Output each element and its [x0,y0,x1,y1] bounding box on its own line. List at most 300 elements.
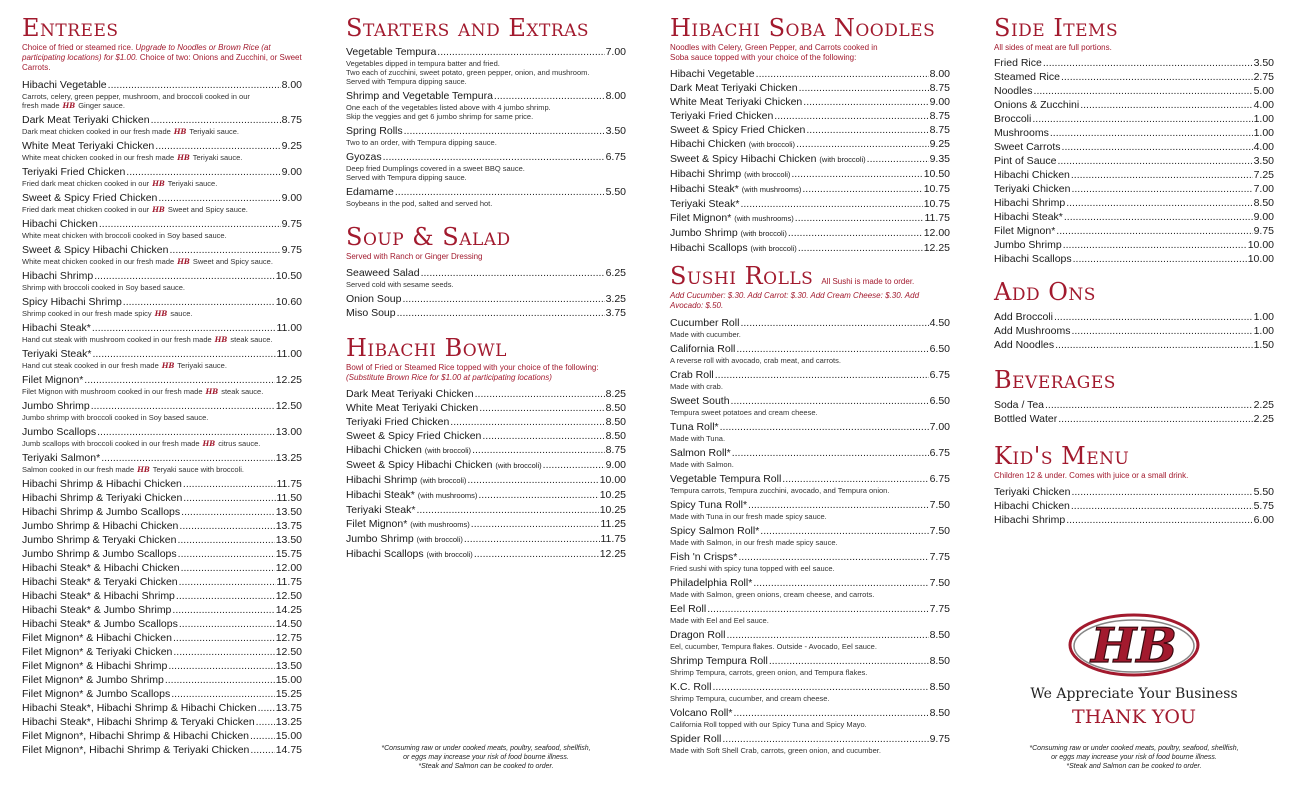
menu-item-name [994,338,1054,352]
menu-item-row [22,603,302,617]
menu-item-price: 8.50 [929,655,950,667]
menu-item-name [994,154,1056,168]
menu-item-name [670,654,768,668]
menu-item-description-line: Tempura carrots, Tempura zucchini, avocado, and Tempura onion. [670,486,890,495]
menu-item-description [22,92,302,110]
menu-item-name [670,197,739,211]
menu-item-name-text: Hibachi Shrimp & Hibachi Chicken [22,478,182,490]
menu-item-row [22,347,302,361]
menu-item-description [670,668,950,677]
menu-item-name [22,321,91,335]
menu-item-name-text: Filet Mignon*, Hibachi Shrimp & Teriyaki Chicken [22,744,250,756]
dot-leader [788,226,923,240]
menu-item-note: (with mushrooms) [410,520,470,529]
menu-item-name-text: Filet Mignon* [994,225,1056,237]
menu-item-price: 15.25 [275,688,302,700]
menu-item-name [22,373,83,387]
menu-item-description-line: Jumb scallops with broccoli cooked in our fresh made HB citrus sauce. [22,439,261,448]
menu-item-price: 10.00 [599,474,626,486]
section-title-starters: Starters and Extras [346,14,590,42]
dot-leader [467,473,598,487]
menu-item-row [994,252,1274,266]
menu-item-name-text: Sweet & Spicy Fried Chicken [670,124,806,136]
menu-item-row [670,368,950,382]
menu-item-row [994,224,1274,238]
dot-leader [479,401,604,415]
menu-item-price: 10.25 [599,504,626,516]
dot-leader [155,139,280,153]
column-soba-sushi [670,14,950,758]
starters-list [346,45,626,208]
dot-leader [176,589,275,603]
menu-item-name-text: Hibachi Steak* & Jumbo Shrimp [22,604,172,616]
sauce-logo-icon: HB [177,257,190,266]
menu-item-row [22,373,302,387]
menu-item-row [994,412,1274,426]
menu-item-description [670,746,950,755]
menu-item-name-text: Sweet & Spicy Fried Chicken [346,430,482,442]
menu-item-row [670,472,950,486]
dot-leader [1071,324,1252,338]
menu-item-name [346,387,474,401]
menu-item-name-text: Teriyaki Steak* [346,504,416,516]
menu-item-name [346,547,473,562]
menu-item-name-text: Pint of Sauce [994,155,1057,167]
menu-item-name-text: Hibachi Steak*, Hibachi Shrimp & Hibachi Chicken [22,702,257,714]
menu-item-note: (with broccoli) [424,446,472,455]
menu-item-name [670,550,737,564]
menu-item-name [670,137,795,152]
dot-leader [474,547,599,561]
menu-item-description [22,257,302,266]
menu-item-name-text: Dark Meat Teriyaki Chicken [22,114,150,126]
menu-item-name [994,485,1070,499]
menu-item-row [346,415,626,429]
menu-item-price: 8.75 [929,82,950,94]
menu-item-price: 2.25 [1253,399,1274,411]
menu-item-note: (with broccoli) [819,155,866,164]
menu-item-row [994,126,1274,140]
menu-item-name-text: Shrimp Tempura Roll [670,655,768,667]
menu-item-row [670,81,950,95]
menu-item-price: 8.00 [605,90,626,102]
menu-item-description-line: Served cold with sesame seeds. [346,280,454,289]
column-sides [994,14,1274,527]
menu-item-row [22,729,302,743]
menu-item-row [670,167,950,182]
menu-item-description-line: Carrots, celery, green pepper, mushroom, and broccoli cooked in our [22,92,250,101]
menu-item-name [22,533,176,547]
dot-leader [712,680,928,694]
menu-item-name [22,269,93,283]
menu-item-price: 9.00 [605,459,626,471]
menu-item-description [670,434,950,443]
menu-item-row [994,513,1274,527]
menu-item-price: 11.25 [600,518,626,530]
menu-item-name [994,412,1057,426]
dot-leader [99,217,281,231]
menu-item-name-text: Sweet South [670,395,730,407]
menu-item-row [22,617,302,631]
sauce-logo-icon: HB [152,205,165,214]
menu-item-name [22,451,100,465]
menu-item-price: 3.50 [1253,57,1274,69]
dot-leader [416,503,598,517]
dot-leader [165,673,275,687]
menu-item-note: (with broccoli) [416,535,463,544]
sauce-logo-icon: HB [62,101,76,110]
dot-leader [1045,398,1253,412]
bowl-description: Bowl of Fried or Steamed Rice topped with your choice of the following: (Substitute Brown Rice for $1.00 at participating locations) [346,363,599,382]
dot-leader [94,269,275,283]
menu-item-description-line: A reverse roll with avocado, crab meat, and carrots. [670,356,841,365]
menu-item-description-line: White meat chicken with broccoli cooked in Soy based sauce. [22,231,227,240]
dot-leader [782,472,928,486]
menu-item-name [22,491,182,505]
menu-item-description [670,408,950,417]
restaurant-logo [1068,610,1200,685]
menu-item-name-text: Tuna Roll* [670,421,719,433]
menu-item-name-text: Spider Roll [670,733,722,745]
menu-item-price: 12.75 [275,632,302,644]
soba-list [670,67,950,256]
section-title-soup-salad: Soup & Salad [346,223,511,251]
menu-item-description-line: Served with Tempura dipping sauce. [346,173,467,182]
dot-leader [1073,252,1247,266]
menu-item-description [22,283,302,292]
menu-item-description [670,616,950,625]
menu-item-price: 5.50 [1253,486,1274,498]
menu-item-name-text: Hibachi Scallops [994,253,1072,265]
menu-item-price: 11.75 [276,576,302,588]
menu-item-row [994,182,1274,196]
menu-item-name [346,185,394,199]
menu-item-name [22,603,171,617]
menu-item-row [670,241,950,256]
menu-item-note: (with broccoli) [744,170,791,179]
menu-item-price: 5.50 [605,186,626,198]
menu-item-price: 10.00 [1247,239,1274,251]
dot-leader [395,185,605,199]
menu-item-price: 7.50 [929,577,950,589]
dot-leader [1071,499,1253,513]
menu-item-row [670,152,950,167]
menu-item-row [670,602,950,616]
dot-leader [1043,56,1253,70]
menu-item-row [346,306,626,320]
addons-list [994,310,1274,352]
menu-item-price: 8.00 [929,68,950,80]
menu-item-name-text: Sweet & Spicy Hibachi Chicken [670,153,817,165]
dot-leader [799,81,929,95]
dot-leader [543,458,605,472]
menu-item-price: 6.75 [929,369,950,381]
menu-item-description [22,439,302,448]
menu-item-name [22,617,178,631]
sauce-logo-icon: HB [152,179,165,188]
menu-item-price: 12.25 [599,548,626,560]
dot-leader [1071,168,1253,182]
menu-item-row [670,109,950,123]
menu-item-price: 9.75 [1253,225,1274,237]
menu-item-name-text: White Meat Teriyaki Chicken [346,402,479,414]
menu-item-price: 10.60 [275,296,302,308]
menu-item-description [670,538,950,547]
dot-leader [1058,412,1252,426]
menu-item-price: 8.75 [605,444,626,456]
menu-item-description-line: Hand cut steak with mushroom cooked in our fresh made HB steak sauce. [22,335,273,344]
menu-item-row [22,425,302,439]
menu-item-row [994,499,1274,513]
menu-item-price: 6.75 [929,473,950,485]
menu-item-row [994,196,1274,210]
menu-item-name [994,513,1065,527]
menu-item-row [22,645,302,659]
section-title-entrees: Entrees [22,14,119,42]
dot-leader [173,631,275,645]
kids-description: Children 12 & under. Comes with juice or a small drink. [994,471,1189,480]
menu-item-name-text: Teriyaki Steak* [670,198,740,210]
dot-leader [798,241,923,255]
menu-item-description-line: Fried dark meat chicken cooked in our HB Sweet and Spicy sauce. [22,205,248,214]
dot-leader [769,654,929,668]
menu-item-description-line: Served with Tempura dipping sauce. [346,77,467,86]
menu-item-name [670,182,801,197]
menu-item-name [22,547,177,561]
menu-item-description-line: Made with Tuna. [670,434,726,443]
menu-item-price: 12.50 [275,400,302,412]
menu-item-price: 13.75 [275,702,302,714]
menu-item-name-text: Eel Roll [670,603,707,615]
menu-item-description-line: Shrimp Tempura, carrots, green onion, and Tempura flakes. [670,668,868,677]
menu-item-row [346,401,626,415]
menu-item-name [994,252,1072,266]
menu-item-price: 14.50 [275,618,302,630]
menu-item-name [346,532,463,547]
disclaimer-note-col2: *Consuming raw or under cooked meats, poultry, seafood, shellfish, or eggs may increase your risk of food bourne illness. *Steak and Salmon can be cooked to order. [381,745,591,770]
menu-item-name [22,113,150,127]
section-title-sushi: Sushi Rolls [670,262,814,290]
dot-leader [494,89,605,103]
dot-leader [1057,154,1252,168]
menu-item-price: 8.00 [281,79,302,91]
menu-item-row [22,165,302,179]
menu-item-price: 13.00 [275,426,302,438]
dot-leader [740,316,928,330]
sides-list [994,56,1274,266]
menu-item-name-text: Hibachi Steak* & Teryaki Chicken [22,576,178,588]
menu-item-row [670,182,950,197]
sauce-logo-icon: HB [202,439,216,448]
menu-item-name-text: Crab Roll [670,369,714,381]
menu-item-row [22,715,302,729]
menu-item-description-line: White meat chicken cooked in our fresh made HB Teriyaki sauce. [22,153,243,162]
menu-item-name-text: Filet Mignon* & Hibachi Chicken [22,632,172,644]
menu-item-price: 3.50 [1253,155,1274,167]
menu-item-name-text: Spicy Tuna Roll* [670,499,748,511]
menu-item-row [346,503,626,517]
menu-item-name [670,211,794,226]
menu-item-name-text: Filet Mignon* & Hibachi Shrimp [22,660,168,672]
menu-item-row [670,654,950,668]
menu-item-price: 9.25 [929,138,950,150]
menu-item-description-line: Made with Salmon, green onions, cream cheese, and carrots. [670,590,875,599]
menu-item-description [346,164,626,182]
menu-item-price: 14.75 [275,744,302,756]
menu-item-description-line: Jumbo shrimp with broccoli cooked in Soy based sauce. [22,413,209,422]
menu-item-row [670,550,950,564]
menu-item-row [670,420,950,434]
dot-leader [1071,485,1252,499]
menu-item-name [22,589,175,603]
menu-item-name [670,95,802,109]
menu-item-row [22,78,302,92]
menu-item-price: 13.50 [275,534,302,546]
menu-item-name-text: Cucumber Roll [670,317,740,329]
menu-item-name-text: Bottled Water [994,413,1058,425]
menu-item-name [22,243,168,257]
menu-item-name-text: Fried Rice [994,57,1042,69]
menu-item-name-text: Add Mushrooms [994,325,1071,337]
section-title-soba: Hibachi Soba Noodles [670,14,936,42]
menu-item-name [670,602,706,616]
menu-item-row [22,701,302,715]
menu-item-note: (with broccoli) [750,244,797,253]
dot-leader [404,124,605,138]
dot-leader [738,550,928,564]
menu-item-row [22,673,302,687]
menu-item-name [346,266,420,280]
menu-item-name-text: Mushrooms [994,127,1049,139]
menu-item-description [346,59,626,86]
menu-item-name-text: Miso Soup [346,307,396,319]
menu-item-row [346,266,626,280]
menu-item-price: 1.50 [1253,339,1274,351]
menu-item-row [670,498,950,512]
menu-item-name-text: Filet Mignon* & Jumbo Shrimp [22,674,164,686]
dot-leader [707,602,928,616]
menu-item-name [994,126,1049,140]
menu-item-description-line: Eel, cucumber, Tempura flakes. Outside - Avocado, Eel sauce. [670,642,877,651]
dot-leader [803,95,928,109]
menu-item-row [22,491,302,505]
menu-item-description [670,486,950,495]
menu-item-name-text: Noodles [994,85,1033,97]
menu-item-row [994,112,1274,126]
menu-item-row [346,387,626,401]
menu-item-price: 7.25 [1253,169,1274,181]
menu-item-price: 11.00 [276,322,302,334]
dot-leader [258,701,275,715]
dot-leader [464,532,600,546]
menu-item-name [670,226,787,241]
menu-item-price: 12.00 [275,562,302,574]
menu-item-row [346,532,626,547]
soup-list [346,266,626,320]
menu-item-name [994,84,1033,98]
sushi-side-note: All Sushi is made to order. [821,277,915,286]
dot-leader [1071,182,1252,196]
dot-leader [1066,196,1252,210]
menu-item-name-text: Jumbo Shrimp & Teryaki Chicken [22,534,177,546]
menu-item-price: 11.75 [924,212,950,224]
dot-leader [181,505,275,519]
menu-item-description-line: fresh made HB Ginger sauce. [22,101,125,110]
menu-item-description [670,590,950,599]
menu-item-row [346,429,626,443]
disclaimer-note-col4: *Consuming raw or under cooked meats, poultry, seafood, shellfish, or eggs may increase your risk of food bourne illness. *Steak and Salmon can be cooked to order. [1029,745,1239,770]
dot-leader [796,137,929,151]
menu-item-note: (with broccoli) [740,229,787,238]
menu-item-price: 3.25 [605,293,626,305]
menu-item-description-line: Soybeans in the pod, salted and served hot. [346,199,493,208]
dot-leader [806,123,928,137]
menu-item-price: 10.75 [923,198,950,210]
section-title-side-items: Side Items [994,14,1119,42]
menu-item-name [346,458,542,473]
menu-item-row [22,575,302,589]
menu-item-price: 8.50 [605,402,626,414]
menu-item-name-text: Salmon Roll* [670,447,731,459]
menu-item-row [670,576,950,590]
menu-item-description-line: Salmon cooked in our fresh made HB Teryaki sauce with broccoli. [22,465,244,474]
menu-item-name [22,715,255,729]
dot-leader [774,109,928,123]
menu-item-name [22,743,249,757]
menu-item-row [346,124,626,138]
menu-item-row [22,533,302,547]
menu-item-price: 8.50 [1253,197,1274,209]
dot-leader [478,488,598,502]
menu-item-row [994,84,1274,98]
menu-item-name [22,561,180,575]
menu-item-row [22,477,302,491]
menu-item-price: 1.00 [1253,127,1274,139]
menu-item-price: 12.50 [275,590,302,602]
dot-leader [1062,140,1253,154]
dot-leader [1063,238,1247,252]
dot-leader [179,519,274,533]
hb-logo-icon [1068,610,1200,680]
menu-item-description [22,179,302,188]
menu-item-note: (with broccoli) [748,140,796,149]
menu-item-price: 10.00 [1247,253,1274,265]
dot-leader [1056,224,1252,238]
menu-item-name-text: Hibachi Chicken [22,218,98,230]
dot-leader [179,575,276,589]
menu-item-row [670,197,950,211]
menu-item-description-line: Shrimp with broccoli cooked in Soy based sauce. [22,283,186,292]
menu-item-description [670,642,950,651]
menu-item-row [22,589,302,603]
menu-item-price: 10.75 [923,183,950,195]
menu-item-row [22,269,302,283]
menu-item-price: 5.75 [1253,500,1274,512]
menu-item-name [346,124,403,138]
menu-item-description-line: Deep fried Dumplings covered in a sweet BBQ sauce. [346,164,525,173]
menu-item-name [346,443,471,458]
menu-item-description-line: Made with crab. [670,382,723,391]
menu-item-price: 1.00 [1253,325,1274,337]
menu-item-name [22,519,178,533]
menu-item-description [670,564,950,573]
menu-item-price: 7.00 [929,421,950,433]
menu-item-name [670,342,735,356]
menu-item-name-text: Dragon Roll [670,629,726,641]
menu-item-name-text: Onions & Zucchini [994,99,1080,111]
menu-item-name [22,687,170,701]
menu-item-description [22,387,302,396]
